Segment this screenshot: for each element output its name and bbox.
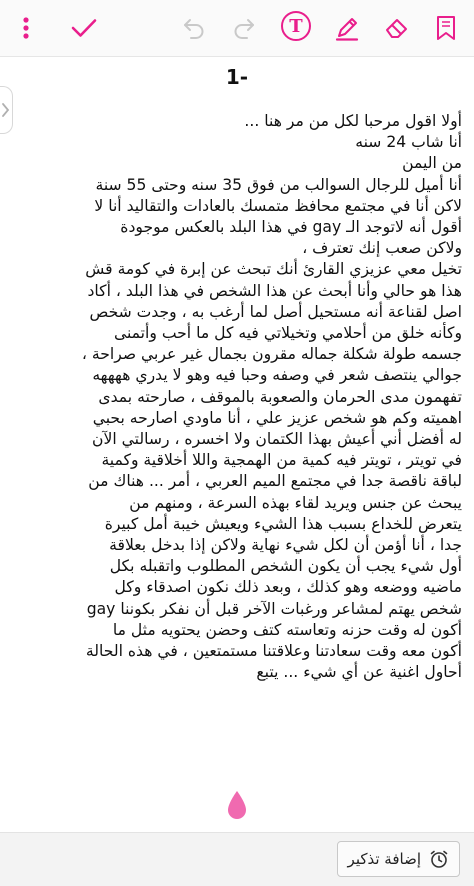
checkmark-icon[interactable] [66, 10, 102, 46]
footer-bar [0, 832, 474, 886]
pen-icon[interactable] [329, 10, 365, 46]
editor-toolbar [0, 0, 474, 57]
note-body[interactable]: أولا اقول مرحبا لكل من مر هنا ... أنا شاب 24 سنه من اليمن أنا أميل للرجال السوالب من فوق 35 سنه وحتى 55 سنة لاكن أنا في مجتمع محافظ متمسك بالعادات والتقاليد أنا لا أقول أنه لاتوجد الـ gay في هذا البلد بالعكس موجودة ولاكن صعب إنك تعترف ، تخيل معي عزيزي القارئ أنك تبحث عن إبرة في كومة قش هذا هو حالي وأنا أبحث عن هذا الشخص في هذا البلد ، أكاد اصل لقناعة أنه مستحيل أصل لما أرغب به ، وجدت شخص وكأنه خلق من أحلامي وتخيلاتي فيه كل ما أحب وأتمنى جسمه طولة شكلة جماله مقرون بجمال غير عربي صراحة ، جوالي ينتصف شعر في وصفه وحبا فيه وهو لا يدري ههههه تفهمون مدى الحرمان والصعوبة بالموقف ، صارحته بمدى اهميته وكم هو شخص عزيز علي ، أنا ماودي اصارحه بحبي له أفضل أني أعيش بهذا الكتمان ولا اخسره ، رسالتي الآن في تويتر ، تويتر فيه كمية من الهمجية واللا أخلاقية وكمية لباقة ناقصة جدا في مجتمع الميم العربي ، أمر ... هناك من يبحث عن جنس ويريد لقاء بهذه السرعة ، ومنهم من يتعرض للخداع بسبب هذا الشيء ويعيش خيبة أمل كبيرة جدا ، أنا أؤمن أن لكل شيء نهاية ولاكن إذا بدخل بعلاقة أول شيء يجب أن يكون الشخص المطلوب واتقبله بكل ماضيه ووضعه وهو كذلك ، وبعد ذلك نكون اصدقاء وكل شخص يهتم لمشاعر ورغبات الآخر قبل أن نفكر بكوننا gay أكون له وقت حزنه وتعاسته كتف وحضن يحتويه مثل ما أكون معه وقت سعادتنا وعلاقتنا مستمتعين ، في هذه الحالة أحاول اغنية عن أي شيء ... يتبع [81, 112, 462, 682]
eraser-icon[interactable] [379, 10, 415, 46]
kebab-menu-icon[interactable] [8, 10, 44, 46]
note-number: 1- [225, 65, 249, 89]
add-reminder-label: إضافة تذكير [347, 850, 421, 868]
note-page [0, 57, 474, 832]
bookmark-icon[interactable] [428, 10, 464, 46]
alarm-clock-icon [429, 849, 449, 869]
text-tool-icon[interactable]: T [281, 11, 311, 41]
redo-icon[interactable] [226, 10, 262, 46]
ink-drop-icon [226, 790, 248, 820]
add-reminder-button[interactable] [337, 841, 460, 877]
undo-icon[interactable] [176, 10, 212, 46]
